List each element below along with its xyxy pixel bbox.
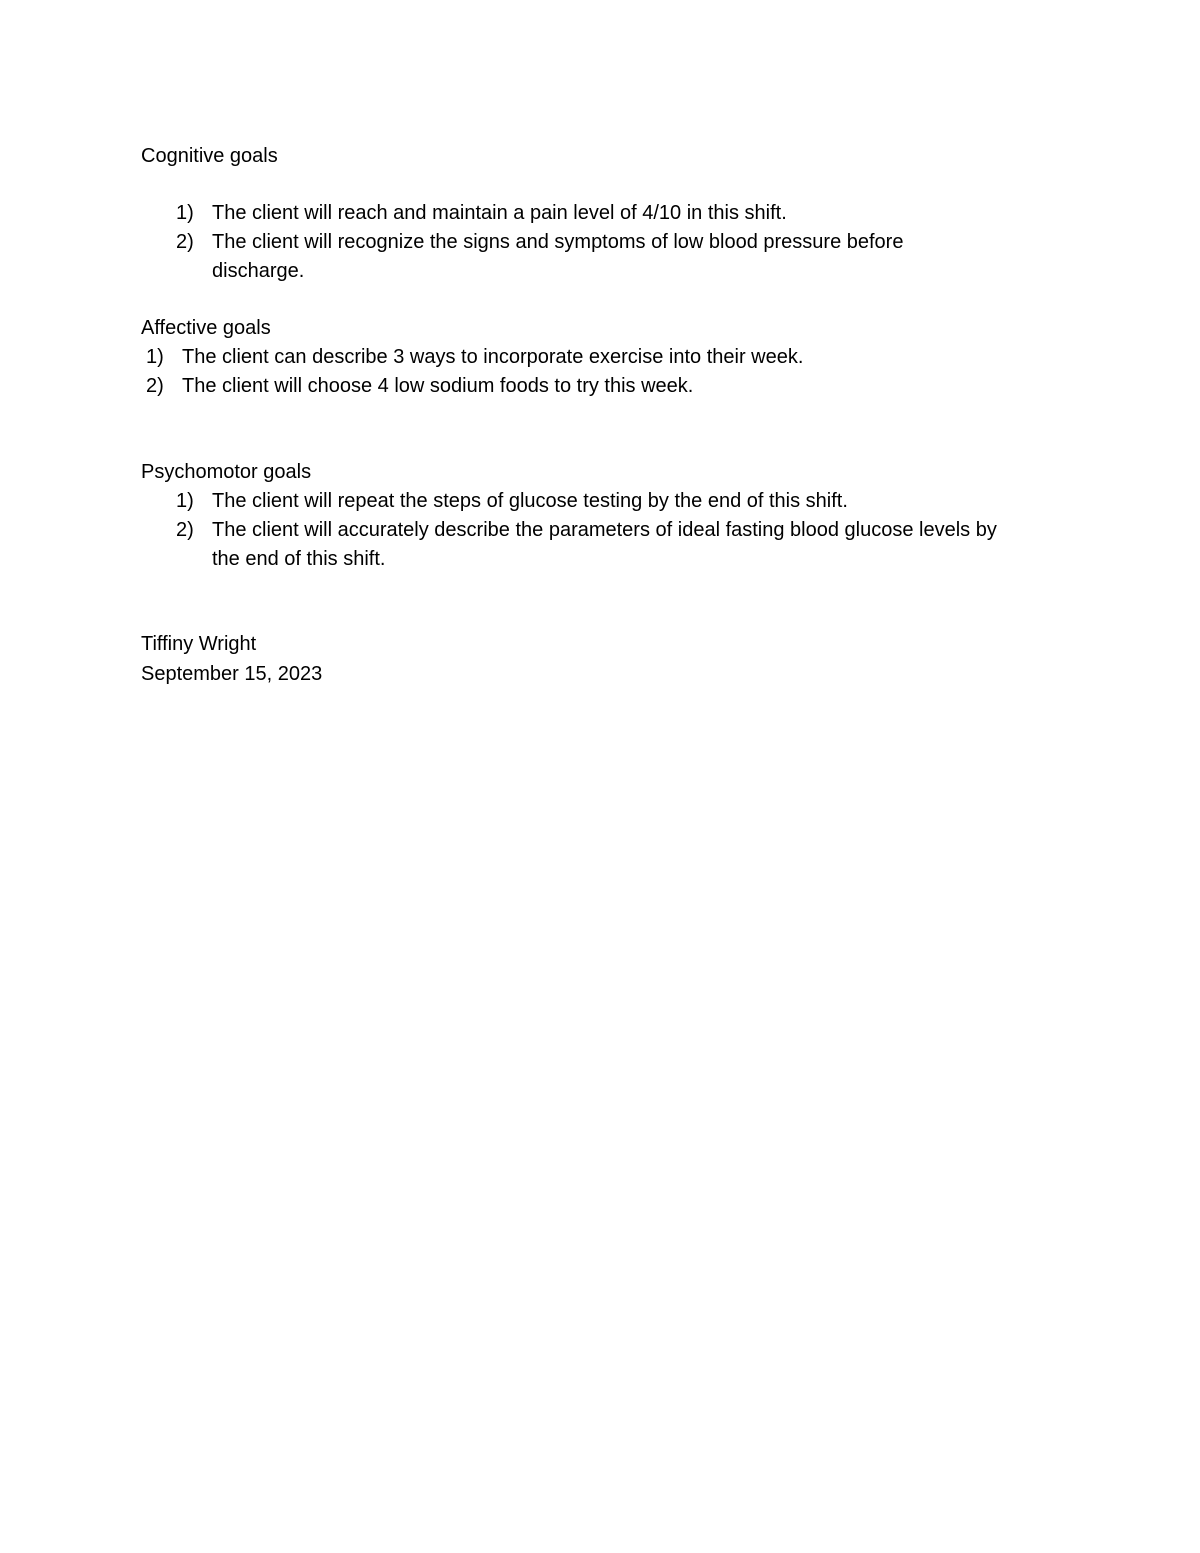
list-item-text: The client will reach and maintain a pain level of 4/10 in this shift. xyxy=(212,202,787,224)
list-item-number: 2) xyxy=(176,231,194,253)
list-item-text: The client will recognize the signs and symptoms of low blood pressure before xyxy=(212,231,904,253)
list-item-text: The client will accurately describe the parameters of ideal fasting blood glucose levels by xyxy=(212,519,997,541)
list-item-number: 1) xyxy=(176,490,194,512)
section-heading-affective: Affective goals xyxy=(141,317,271,339)
section-heading-psychomotor: Psychomotor goals xyxy=(141,461,312,483)
section-heading-cognitive: Cognitive goals xyxy=(141,145,278,167)
signature-name: Tiffiny Wright xyxy=(141,633,257,655)
list-item-text: The client will choose 4 low sodium foods to try this week. xyxy=(182,375,694,397)
list-item-text: The client can describe 3 ways to incorporate exercise into their week. xyxy=(182,346,804,368)
list-item-text-continued: the end of this shift. xyxy=(212,548,386,570)
list-item-number: 2) xyxy=(176,519,194,541)
signature-date: September 15, 2023 xyxy=(141,663,323,685)
list-item-number: 2) xyxy=(146,375,164,397)
list-item-number: 1) xyxy=(176,202,194,224)
list-item-text: The client will repeat the steps of glucose testing by the end of this shift. xyxy=(212,490,848,512)
list-item-text-continued: discharge. xyxy=(212,260,305,282)
list-item-number: 1) xyxy=(146,346,164,368)
